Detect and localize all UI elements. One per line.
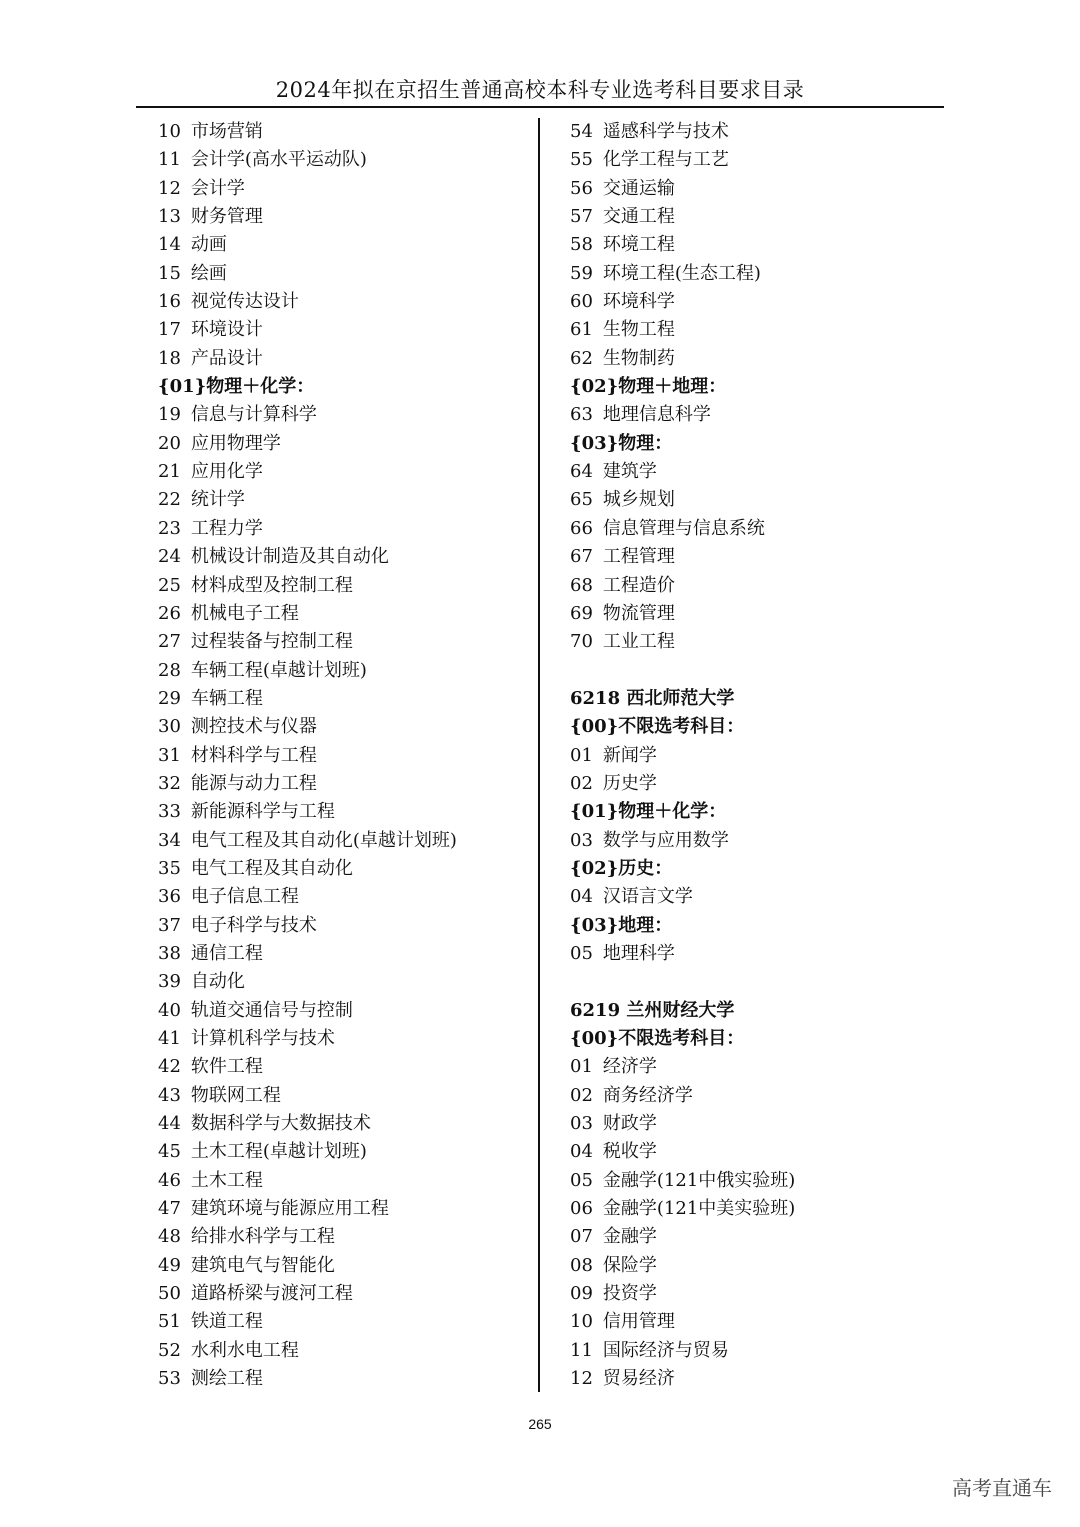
major-name: 土木工程(卓越计划班) [190,1141,367,1163]
major-item [158,940,528,968]
major-name: 投资学 [602,1283,657,1305]
major-item [570,628,940,656]
major-code: 42 [158,1056,181,1078]
major-item [158,260,528,288]
major-code: 21 [158,461,181,483]
subject-group-label: {00}不限选考科目： [570,716,745,738]
major-name: 物联网工程 [190,1084,281,1106]
major-code: 29 [158,687,181,709]
left-column [158,118,528,1393]
subject-group-label: {03}物理： [570,432,673,454]
subject-group-heading [570,912,940,940]
major-item [158,997,528,1025]
major-code: 63 [570,404,593,426]
major-code: 02 [570,772,593,794]
major-item [158,316,528,344]
page-number: 265 [528,1416,552,1432]
major-name: 历史学 [602,772,657,794]
major-name: 工程管理 [602,546,675,568]
major-code: 49 [158,1254,181,1276]
major-item [158,1365,528,1393]
major-code: 05 [570,1169,593,1191]
major-code: 30 [158,716,181,738]
major-item [158,713,528,741]
major-name: 信息管理与信息系统 [602,517,765,539]
major-code: 46 [158,1169,181,1191]
major-code: 03 [570,829,593,851]
major-name: 电子科学与技术 [190,914,317,936]
major-name: 应用化学 [190,461,263,483]
major-item [158,118,528,146]
major-code: 10 [570,1311,593,1333]
major-code: 50 [158,1283,181,1305]
major-code: 47 [158,1198,181,1220]
major-code: 02 [570,1084,593,1106]
subject-group-heading [570,430,940,458]
major-item [158,657,528,685]
major-item [158,685,528,713]
major-name: 税收学 [602,1141,657,1163]
major-item [570,1337,940,1365]
major-code: 11 [570,1339,593,1361]
major-code: 57 [570,206,593,228]
major-name: 车辆工程(卓越计划班) [190,659,367,681]
major-item [570,1252,940,1280]
major-code: 24 [158,546,181,568]
major-item [158,855,528,883]
major-item [570,260,940,288]
blank-line [570,968,940,996]
major-item [570,742,940,770]
major-name: 生物制药 [602,347,675,369]
major-item [158,1252,528,1280]
major-name: 铁道工程 [190,1311,263,1333]
major-name: 工程造价 [602,574,675,596]
major-name: 自动化 [190,971,245,993]
column-divider [538,118,540,1392]
major-name: 化学工程与工艺 [602,149,729,171]
major-name: 通信工程 [190,942,263,964]
major-name: 工业工程 [602,631,675,653]
major-code: 03 [570,1113,593,1135]
major-item [570,1110,940,1138]
major-name: 给排水科学与工程 [190,1226,335,1248]
major-code: 40 [158,999,181,1021]
major-item [158,515,528,543]
major-item [158,1337,528,1365]
major-name: 电子信息工程 [190,886,299,908]
major-item [158,146,528,174]
major-code: 19 [158,404,181,426]
major-name: 环境设计 [190,319,263,341]
major-item [570,770,940,798]
major-item [570,458,940,486]
major-code: 01 [570,744,593,766]
major-code: 58 [570,234,593,256]
major-name: 市场营销 [190,121,263,142]
major-name: 环境工程(生态工程) [602,262,761,284]
major-name: 信息与计算科学 [190,404,317,426]
major-code: 36 [158,886,181,908]
major-item [158,572,528,600]
major-item [158,486,528,514]
major-code: 16 [158,291,181,313]
major-item [570,1308,940,1336]
major-code: 39 [158,971,181,993]
major-item [158,1308,528,1336]
major-name: 材料成型及控制工程 [190,574,353,596]
major-name: 金融学(121中俄实验班) [602,1169,796,1191]
major-item [570,600,940,628]
major-name: 过程装备与控制工程 [190,631,353,653]
major-name: 新闻学 [602,744,657,766]
major-code: 18 [158,347,181,369]
major-name: 工程力学 [190,517,263,539]
major-code: 23 [158,517,181,539]
major-item [570,486,940,514]
major-name: 计算机科学与技术 [190,1028,335,1049]
major-code: 33 [158,801,181,823]
major-name: 轨道交通信号与控制 [190,999,353,1021]
major-item [570,515,940,543]
major-item [570,401,940,429]
major-code: 12 [158,177,181,199]
major-item [158,798,528,826]
major-name: 数据科学与大数据技术 [190,1113,371,1135]
major-item [570,1167,940,1195]
major-code: 68 [570,574,593,596]
university-label: 6218 西北师范大学 [570,687,735,709]
subject-group-heading [158,373,528,401]
major-name: 生物工程 [602,319,675,341]
major-code: 12 [570,1368,593,1390]
major-item [158,1110,528,1138]
major-code: 14 [158,234,181,256]
major-name: 土木工程 [190,1169,263,1191]
major-name: 产品设计 [190,347,263,369]
subject-group-label: {01}物理＋化学： [158,376,315,398]
major-item [570,203,940,231]
major-name: 水利水电工程 [190,1339,299,1361]
right-column [570,118,940,1393]
major-code: 04 [570,886,593,908]
subject-group-heading [570,798,940,826]
major-code: 38 [158,942,181,964]
major-code: 08 [570,1254,593,1276]
major-code: 09 [570,1283,593,1305]
major-item [570,345,940,373]
major-code: 13 [158,206,181,228]
major-name: 能源与动力工程 [190,772,317,794]
page-title: 2024年拟在京招生普通高校本科专业选考科目要求目录 [275,78,805,102]
major-code: 25 [158,574,181,596]
major-name: 机械设计制造及其自动化 [190,546,389,568]
subject-group-label: {03}地理： [570,914,673,936]
major-item [158,1025,528,1053]
major-name: 遥感科学与技术 [602,121,729,142]
major-item [570,1082,940,1110]
major-item [158,770,528,798]
subject-group-heading [570,855,940,883]
major-name: 贸易经济 [602,1368,675,1390]
major-item [158,1195,528,1223]
major-name: 财政学 [602,1113,657,1135]
blank-line [570,657,940,685]
major-code: 48 [158,1226,181,1248]
major-name: 绘画 [190,262,227,284]
major-item [158,1082,528,1110]
major-item [158,231,528,259]
major-name: 财务管理 [190,206,263,228]
major-code: 26 [158,602,181,624]
university-heading [570,685,940,713]
university-heading [570,997,940,1025]
major-item [158,742,528,770]
major-item [570,1223,940,1251]
major-item [158,883,528,911]
major-code: 62 [570,347,593,369]
major-item [158,175,528,203]
major-item [570,1138,940,1166]
major-item [570,883,940,911]
major-code: 56 [570,177,593,199]
major-code: 05 [570,942,593,964]
major-item [570,940,940,968]
major-code: 32 [158,772,181,794]
major-name: 会计学 [190,177,245,199]
major-name: 材料科学与工程 [190,744,317,766]
major-code: 37 [158,914,181,936]
major-name: 动画 [190,234,227,256]
major-item [158,827,528,855]
major-code: 22 [158,489,181,511]
major-name: 物流管理 [602,602,675,624]
major-name: 信用管理 [602,1311,675,1333]
major-name: 测控技术与仪器 [190,716,317,738]
major-item [158,912,528,940]
major-name: 城乡规划 [602,489,675,511]
major-code: 11 [158,149,181,171]
major-item [570,288,940,316]
major-name: 电气工程及其自动化 [190,857,353,879]
major-item [570,1195,940,1223]
major-name: 建筑环境与能源应用工程 [190,1198,389,1220]
major-code: 55 [570,149,593,171]
major-code: 54 [570,121,593,142]
major-code: 20 [158,432,181,454]
major-item [570,316,940,344]
major-name: 保险学 [602,1254,657,1276]
subject-group-heading [570,1025,940,1053]
watermark: 高考直通车 [952,1476,1052,1500]
major-item [158,600,528,628]
major-item [570,827,940,855]
major-code: 60 [570,291,593,313]
major-name: 新能源科学与工程 [190,801,335,823]
title-rule [136,106,944,108]
major-code: 35 [158,857,181,879]
major-code: 51 [158,1311,181,1333]
major-item [158,203,528,231]
major-item [158,1138,528,1166]
major-code: 10 [158,121,181,142]
major-code: 04 [570,1141,593,1163]
major-item [570,543,940,571]
major-code: 15 [158,262,181,284]
major-code: 69 [570,602,593,624]
major-name: 车辆工程 [190,687,263,709]
subject-group-label: {01}物理＋化学： [570,801,727,823]
major-code: 06 [570,1198,593,1220]
major-code: 45 [158,1141,181,1163]
major-name: 环境工程 [602,234,675,256]
major-code: 01 [570,1056,593,1078]
major-item [570,1053,940,1081]
major-item [158,288,528,316]
major-item [570,1280,940,1308]
major-code: 59 [570,262,593,284]
major-code: 52 [158,1339,181,1361]
major-name: 建筑电气与智能化 [190,1254,335,1276]
major-code: 07 [570,1226,593,1248]
major-name: 会计学(高水平运动队) [190,149,367,171]
major-item [158,430,528,458]
major-name: 金融学(121中美实验班) [602,1198,796,1220]
major-item [158,1167,528,1195]
major-name: 交通工程 [602,206,675,228]
major-name: 测绘工程 [190,1368,263,1390]
major-name: 地理信息科学 [602,404,711,426]
major-item [570,175,940,203]
university-label: 6219 兰州财经大学 [570,999,735,1021]
major-item [570,572,940,600]
major-code: 65 [570,489,593,511]
subject-group-label: {02}历史： [570,857,673,879]
major-code: 66 [570,517,593,539]
major-name: 交通运输 [602,177,675,199]
major-item [158,1280,528,1308]
subject-group-label: {02}物理＋地理： [570,376,727,398]
major-item [158,401,528,429]
major-name: 金融学 [602,1226,657,1248]
major-item [158,628,528,656]
major-name: 建筑学 [602,461,657,483]
major-name: 统计学 [190,489,245,511]
major-code: 70 [570,631,593,653]
major-item [570,231,940,259]
major-code: 17 [158,319,181,341]
subject-group-heading [570,373,940,401]
major-item [158,345,528,373]
major-item [570,118,940,146]
major-name: 环境科学 [602,291,675,313]
major-code: 27 [158,631,181,653]
major-item [158,458,528,486]
major-name: 国际经济与贸易 [602,1339,729,1361]
major-item [570,1365,940,1393]
major-name: 数学与应用数学 [602,829,729,851]
major-name: 商务经济学 [602,1084,693,1106]
major-name: 经济学 [602,1056,657,1078]
major-item [570,146,940,174]
subject-group-heading [570,713,940,741]
major-item [158,1223,528,1251]
major-item [158,543,528,571]
major-code: 43 [158,1084,181,1106]
major-code: 34 [158,829,181,851]
major-name: 视觉传达设计 [190,291,299,313]
major-name: 机械电子工程 [190,602,299,624]
major-name: 道路桥梁与渡河工程 [190,1283,353,1305]
major-name: 地理科学 [602,942,675,964]
major-code: 28 [158,659,181,681]
major-code: 53 [158,1368,181,1390]
major-code: 64 [570,461,593,483]
major-name: 软件工程 [190,1056,263,1078]
major-item [158,1053,528,1081]
major-name: 汉语言文学 [602,886,693,908]
major-item [158,968,528,996]
major-code: 41 [158,1028,181,1049]
major-code: 31 [158,744,181,766]
subject-group-label: {00}不限选考科目： [570,1028,745,1049]
major-code: 44 [158,1113,181,1135]
major-name: 应用物理学 [190,432,281,454]
major-code: 67 [570,546,593,568]
major-code: 61 [570,319,593,341]
major-name: 电气工程及其自动化(卓越计划班) [190,829,457,851]
